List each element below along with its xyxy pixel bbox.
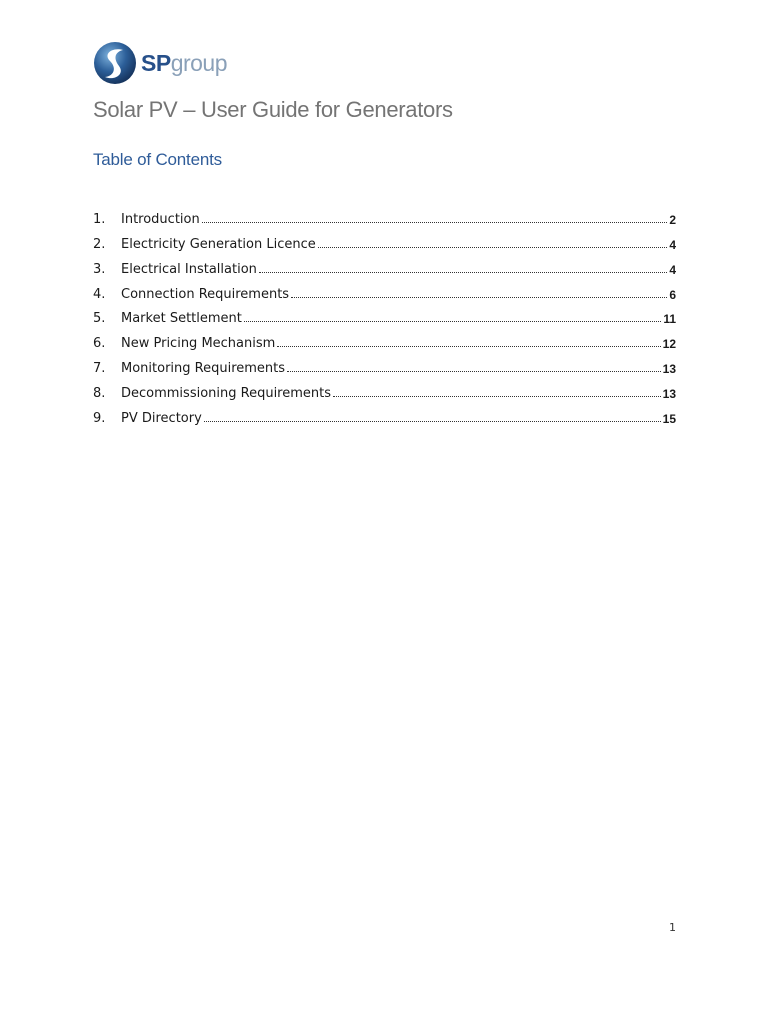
logo-text-sp: SP (141, 49, 171, 76)
toc-entry-page: 13 (662, 362, 676, 377)
page-number: 1 (669, 921, 676, 934)
toc-entry-number: 6. (93, 336, 106, 352)
toc-entry-introduction[interactable] (93, 201, 676, 226)
logo-wordmark (141, 49, 228, 76)
toc-entry-page: 11 (663, 312, 676, 327)
toc-heading: Table of Contents (93, 150, 222, 169)
toc-dot-leader (287, 371, 661, 372)
toc-entry-page: 2 (669, 212, 676, 227)
table-of-contents (93, 201, 676, 425)
toc-entry-pv-directory[interactable] (93, 400, 676, 425)
toc-entry-number: 5. (93, 311, 106, 327)
toc-entry-title: Introduction (121, 211, 200, 227)
toc-entry-connection-requirements[interactable] (93, 276, 676, 301)
toc-dot-leader (318, 247, 668, 248)
toc-dot-leader (277, 346, 660, 347)
toc-dot-leader (259, 272, 667, 273)
toc-entry-number: 7. (93, 361, 106, 377)
toc-entry-number: 2. (93, 236, 106, 252)
toc-entry-title: Electricity Generation Licence (121, 236, 316, 252)
toc-entry-title: Monitoring Requirements (121, 361, 286, 377)
toc-entry-number: 3. (93, 261, 106, 277)
toc-entry-electricity-generation-licence[interactable] (93, 226, 676, 251)
toc-entry-new-pricing-mechanism[interactable] (93, 325, 676, 350)
toc-entry-number: 9. (93, 411, 106, 427)
toc-entry-number: 4. (93, 286, 106, 302)
toc-entry-decommissioning-requirements[interactable] (93, 375, 676, 400)
toc-dot-leader (244, 321, 661, 322)
toc-entry-page: 13 (662, 387, 676, 402)
toc-entry-title: PV Directory (121, 411, 202, 427)
toc-entry-electrical-installation[interactable] (93, 251, 676, 276)
toc-entry-monitoring-requirements[interactable] (93, 350, 676, 375)
toc-entry-market-settlement[interactable] (93, 301, 676, 326)
toc-entry-number: 1. (93, 211, 106, 227)
toc-entry-title: New Pricing Mechanism (121, 336, 276, 352)
toc-entry-page: 15 (662, 412, 676, 427)
toc-entry-title: Market Settlement (121, 311, 242, 327)
toc-entry-number: 8. (93, 386, 106, 402)
toc-dot-leader (333, 396, 661, 397)
sp-swirl-logo-icon (93, 41, 137, 85)
toc-entry-title: Decommissioning Requirements (121, 386, 332, 402)
toc-entry-title: Electrical Installation (121, 261, 257, 277)
toc-dot-leader (202, 222, 668, 223)
logo-text-group: group (170, 49, 228, 76)
sp-group-logo (93, 41, 227, 85)
toc-entry-page: 12 (662, 337, 676, 352)
toc-entry-title: Connection Requirements (121, 286, 290, 302)
toc-dot-leader (291, 297, 667, 298)
toc-entry-page: 6 (669, 287, 676, 302)
document-title: Solar PV – User Guide for Generators (93, 97, 453, 122)
toc-entry-page: 4 (669, 262, 676, 277)
toc-dot-leader (204, 421, 661, 422)
toc-entry-page: 4 (669, 237, 676, 252)
